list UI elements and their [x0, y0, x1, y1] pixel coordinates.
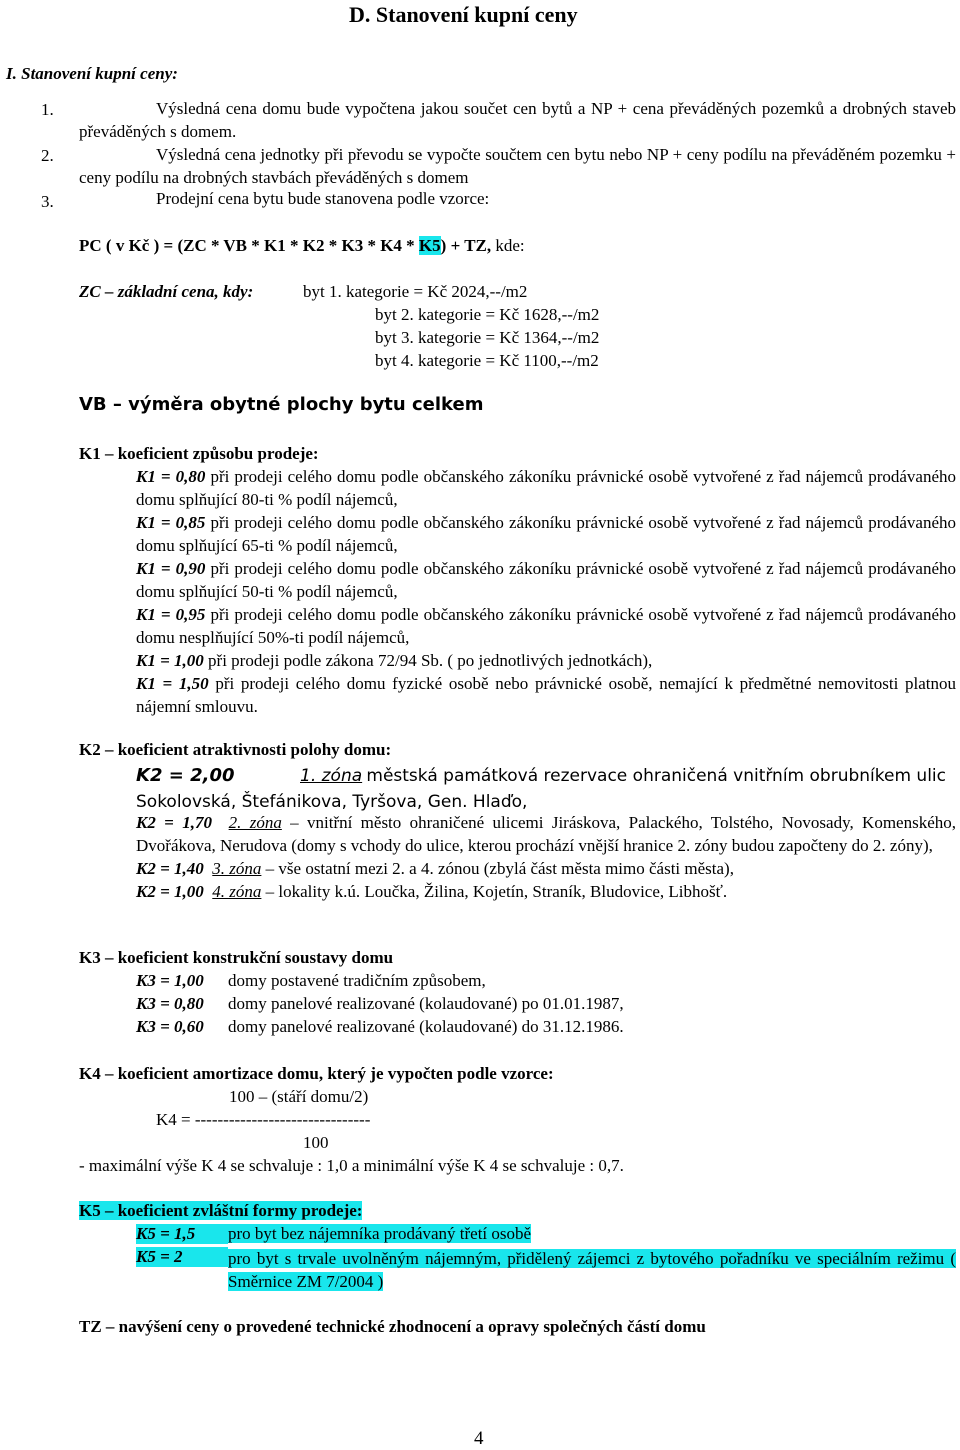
k5-row: K5 = 1,5 pro byt bez nájemníka prodávaný třetí osobě — [136, 1224, 532, 1243]
k1-row: K1 = 1,00 při prodeji podle zákona 72/94 Sb. ( po jednotlivých jednotkách), — [136, 651, 653, 670]
k2-row: K2 = 1,40 3. zóna – vše ostatní mezi 2. a 4. zónou (zbylá část města mimo části města), — [136, 859, 734, 878]
item-number: 2. — [41, 146, 54, 165]
k1-row: K1 = 0,95 při prodeji celého domu podle občanského zákoníku právnické osobě vytvořené z řad nájemců prodávaného domu nesplňující 50%-ti podíl nájemců, — [136, 605, 956, 647]
k3-text: domy postavené tradičním způsobem, — [228, 971, 486, 990]
k2-heading: K2 – koeficient atraktivnosti polohy domu: — [79, 740, 392, 759]
k1-row: K1 = 1,50 při prodeji celého domu fyzické osobě nebo právnické osobě, nemající k předmětné nemovitosti platnou nájemní smlouvu. — [136, 674, 956, 716]
k3-coef: K3 = 0,80 — [136, 994, 204, 1013]
section-heading: I. Stanovení kupní ceny: — [6, 64, 178, 83]
k5-heading: K5 – koeficient zvláštní formy prodeje: — [79, 1201, 363, 1220]
k4-heading: K4 – koeficient amortizace domu, který je vypočten podle vzorce: — [79, 1064, 554, 1083]
tz-label: TZ – navýšení ceny o provedené technické zhodnocení a opravy společných částí domu — [79, 1317, 706, 1336]
k2-row: K2 = 1,70 2. zóna – vnitřní město ohraničené ulicemi Jiráskova, Palackého, Tolstého, Novosady, Komenského, Dvořákova, Nerudova (domy s vchody do ulice, kterou prochází vnější hranice 2. zóny budou započteny do 2. zóny), — [136, 813, 957, 855]
page-number: 4 — [474, 1428, 484, 1449]
zc-row: byt 1. kategorie = Kč 2024,--/m2 — [303, 282, 528, 301]
zc-row: byt 3. kategorie = Kč 1364,--/m2 — [375, 328, 600, 347]
k1-row: K1 = 0,80 při prodeji celého domu podle občanského zákoníku právnické osobě vytvořené z řad nájemců prodávaného domu splňující 80-ti % podíl nájemců, — [136, 467, 956, 509]
k5-coef: K5 = 2 — [136, 1247, 228, 1267]
price-formula: PC ( v Kč ) = (ZC * VB * K1 * K2 * K3 * K4 * K5) + TZ, kde: — [79, 236, 525, 255]
k2-row: K2 = 1,00 4. zóna – lokality k.ú. Loučka, Žilina, Kojetín, Straník, Bludovice, Libhošť. — [136, 882, 728, 901]
k3-coef: K3 = 1,00 — [136, 971, 204, 990]
k3-text: domy panelové realizované (kolaudované) do 31.12.1986. — [228, 1017, 624, 1036]
vb-label: VB – výměra obytné plochy bytu celkem — [79, 394, 484, 415]
k4-denominator: 100 — [303, 1133, 329, 1152]
item-text: Prodejní cena bytu bude stanovena podle vzorce: — [156, 189, 490, 208]
k1-heading: K1 – koeficient způsobu prodeje: — [79, 444, 319, 463]
item-number: 3. — [41, 192, 54, 211]
item-text: Výsledná cena domu bude vypočtena jakou součet cen bytů a NP + cena převáděných pozemků a drobných staveb převáděných s domem. — [79, 99, 956, 141]
k3-heading: K3 – koeficient konstrukční soustavy domu — [79, 948, 394, 967]
k4-note: - maximální výše K 4 se schvaluje : 1,0 a minimální výše K 4 se schvaluje : 0,7. — [79, 1156, 624, 1175]
k5-text: pro byt s trvale uvolněným nájemným, přidělený zájemci z bytového pořadníku ve speciálním režimu ( Směrnice ZM 7/2004 ) — [228, 1249, 956, 1291]
k1-list — [136, 465, 956, 718]
item-number: 1. — [41, 100, 54, 119]
item-text: Výsledná cena jednotky při převodu se vypočte součtem cen bytu nebo NP + ceny podílu na převáděném pozemku + ceny podílu na drobných stavbách převáděných s domem — [79, 145, 956, 187]
k2-list — [136, 811, 956, 903]
zc-row: byt 4. kategorie = Kč 1100,--/m2 — [375, 351, 599, 370]
k3-text: domy panelové realizované (kolaudované) po 01.01.1987, — [228, 994, 624, 1013]
k4-numerator: 100 – (stáří domu/2) — [229, 1087, 369, 1106]
k4-fraction-line: K4 = ------------------------------- — [156, 1110, 371, 1129]
zc-label: ZC – základní cena, kdy: — [79, 282, 254, 301]
zc-row: byt 2. kategorie = Kč 1628,--/m2 — [375, 305, 600, 324]
k3-coef: K3 = 0,60 — [136, 1017, 204, 1036]
k1-row: K1 = 0,85 při prodeji celého domu podle občanského zákoníku právnické osobě vytvořené z řad nájemců prodávaného domu splňující 65-ti % podíl nájemců, — [136, 513, 956, 555]
k2-first-row: K2 = 2,00 1. zóna městská památková rezervace ohraničená vnitřním obrubníkem ulic Sokolovská, Štefánikova, Tyršova, Gen. Hlaďo, — [136, 765, 946, 812]
k1-row: K1 = 0,90 při prodeji celého domu podle občanského zákoníku právnické osobě vytvořené z řad nájemců prodávaného domu splňující 50-ti % podíl nájemců, — [136, 559, 956, 601]
page-title: D. Stanovení kupní ceny — [349, 2, 578, 27]
formula-k5-highlight: K5 — [418, 236, 441, 255]
